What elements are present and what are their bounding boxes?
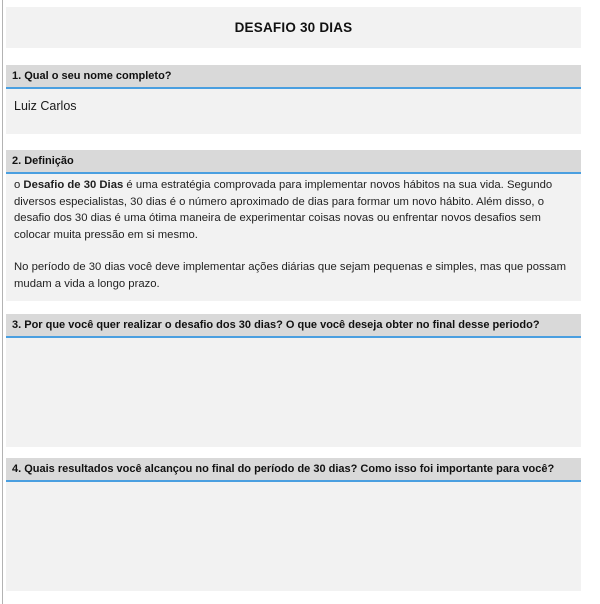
question-3-answer[interactable] [6, 338, 581, 447]
document-sheet [6, 0, 581, 591]
definition-paragraph-1-rest: é uma estratégia comprovada para implementar novos hábitos na sua vida. Segundo diversos especialistas, 30 dias é o número aproximado de dias para formar um novo hábito. Além disso, o desafio dos 30 dias é uma ótima maneira de experimentar coisas novas ou enfrentar novos desafios sem colocar muita pressão em si mesmo. [14, 179, 553, 241]
definition-paragraph-1-bold: Desafio de 30 Dias [23, 179, 124, 191]
question-section-4 [6, 458, 581, 591]
question-1-body[interactable] [6, 89, 581, 134]
question-3-header: 3. Por que você quer realizar o desafio dos 30 dias? O que você deseja obter no final desse periodo? [6, 314, 581, 338]
question-3-body[interactable] [6, 338, 581, 447]
question-1-header: 1. Qual o seu nome completo? [6, 65, 581, 89]
question-2-header: 2. Definição [6, 150, 581, 174]
page-left-rule [2, 0, 3, 604]
question-4-header: 4. Quais resultados você alcançou no final do período de 30 dias? Como isso foi importante para você? [6, 458, 581, 482]
question-section-2 [6, 150, 581, 301]
page-title: DESAFIO 30 DIAS [6, 7, 581, 48]
question-4-body[interactable] [6, 482, 581, 591]
definition-paragraph-2: No período de 30 dias você deve implementar ações diárias que sejam pequenas e simples, mas que possam mudam a vida a longo prazo. [14, 261, 566, 290]
question-section-1 [6, 65, 581, 134]
definition-body [6, 174, 581, 301]
question-1-answer[interactable]: Luiz Carlos [14, 99, 77, 113]
question-4-answer[interactable] [6, 482, 581, 591]
definition-paragraph-1-lead: o [14, 179, 24, 191]
question-section-3 [6, 314, 581, 447]
definition-paragraph-1 [14, 177, 572, 243]
